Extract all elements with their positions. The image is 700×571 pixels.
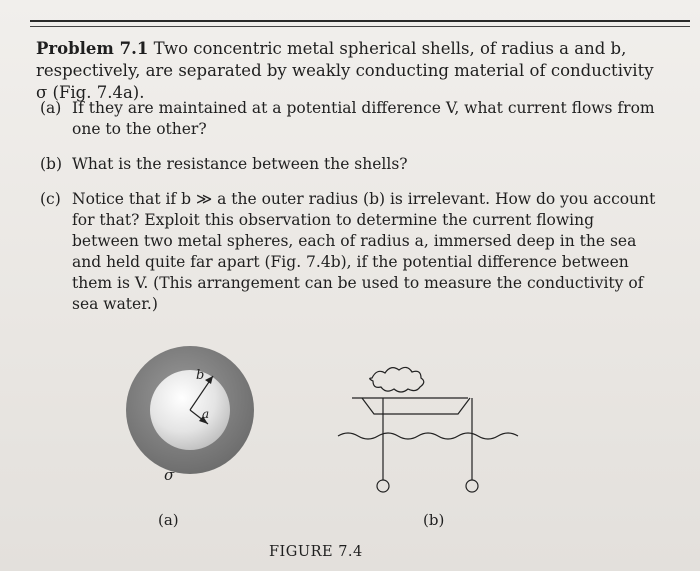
concentric-shells-diagram (126, 346, 254, 474)
boat-hull (362, 398, 470, 414)
part-marker: (b) (40, 155, 63, 173)
left-sphere (377, 480, 389, 492)
sea-surface (338, 433, 518, 439)
right-sphere (466, 480, 478, 492)
caption-a: (a) (158, 511, 179, 529)
figure-drawing (0, 340, 700, 571)
radius-a-label: a (202, 407, 210, 421)
part-text: Notice that if b ≫ a the outer radius (b) is irrelevant. How do you account for that? Exploit this observation to determine the current flowing between two metal spheres, each of radius a, immersed deep in the sea and held quite far apart (Fig. 7.4b), if the potential difference between them is V. (This arrangement can be used to measure the conductivity of sea water.) (72, 190, 656, 313)
figure-title: FIGURE 7.4 (269, 544, 363, 560)
radius-b-label: b (196, 368, 205, 383)
part-marker: (c) (40, 190, 61, 208)
part-text: If they are maintained at a potential difference V, what current flows from one to the other? (72, 99, 655, 138)
part-b (40, 154, 665, 175)
problem-text: Two concentric metal spherical shells, of radius a and b, respectively, are separated by weakly conducting material of conductivity σ (Fig. 7.4a). (36, 39, 654, 102)
top-rule (30, 20, 690, 22)
problem-parts (40, 98, 665, 329)
part-text: What is the resistance between the shells? (72, 155, 408, 173)
cloud-icon (370, 367, 424, 392)
part-a (40, 98, 665, 140)
caption-b: (b) (423, 511, 445, 529)
figure-7-4 (0, 340, 700, 571)
problem-label: Problem 7.1 (36, 39, 149, 58)
problem-statement (36, 38, 666, 104)
sea-spheres-diagram (338, 367, 518, 492)
sigma-label: σ (164, 466, 175, 484)
part-c (40, 189, 665, 315)
top-rule-thin (30, 26, 690, 27)
part-marker: (a) (40, 99, 62, 117)
